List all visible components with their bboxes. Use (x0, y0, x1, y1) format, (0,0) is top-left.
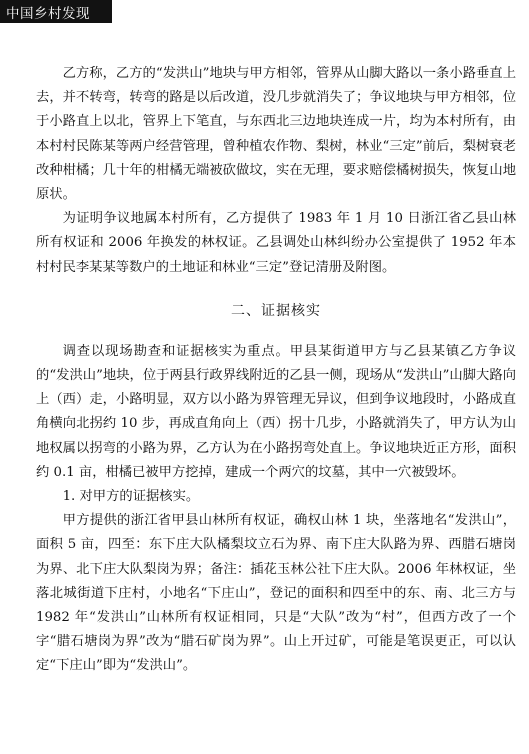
document-body (36, 62, 516, 679)
paragraph: 甲方提供的浙江省甲县山林所有权证，确权山林 1 块，坐落地名“发洪山”，面积 5 亩，四至：东下庄大队橘梨坟立石为界、南下庄大队路为界、西腊石塘岗为界、北下庄大队梨岗为界；备注：插花玉林公社下庄大队。2006 年林权证，坐落北城街道下庄村，小地名“下庄山”，登记的面积和四至中的东、南、北三方与 1982 年“发洪山”山林所有权证相同，只是“大队”改为“村”，但西方改了一个字“腊石塘岗为界”改为“腊石矿岗为界”。山上开过矿，可能是笔误更正，可以认定“下庄山”即为“发洪山”。 (36, 513, 516, 674)
paragraph: 乙方称，乙方的“发洪山”地块与甲方相邻，管界从山脚大路以一条小路垂直上去，并不转弯，转弯的路是以后改道，没几步就消失了；争议地块与甲方相邻，位于小路直上以北，管界上下笔直，与东西北三边地块连成一片，均为本村所有，由本村村民陈某等两户经营管理，曾种植农作物、梨树，林业“三定”前后，梨树衰老改种柑橘；几十年的柑橘无端被砍做坟，实在无理，要求赔偿橘树损失，恢复山地原状。 (36, 66, 516, 203)
header-bar (0, 0, 112, 23)
paragraph: 为证明争议地属本村所有，乙方提供了 1983 年 1 月 10 日浙江省乙县山林所有权证和 2006 年换发的林权证。乙县调处山林纠纷办公室提供了 1952 年本村村民李某某等数户的土地证和林业“三定”登记清册及附图。 (36, 211, 516, 275)
header-title: 中国乡村发现 (6, 5, 90, 22)
paragraph: 调查以现场勘查和证据核实为重点。甲县某街道甲方与乙县某镇乙方争议的“发洪山”地块，位于两县行政界线附近的乙县一侧，现场从“发洪山”山脚大路向上（西）走，小路明显，双方以小路为界管理无异议，但到争议地段时，小路成直角横向北拐约 10 步，再成直角向上（西）拐十几步，小路就消失了，甲方认为山地权属以拐弯的小路为界，乙方认为在小路拐弯处直上。争议地块近正方形，面积约 0.1 亩，柑橘已被甲方挖掉，建成一个两穴的坟墓，其中一穴被毁坏。 (36, 343, 516, 480)
section-heading: 二、证据核实 (231, 302, 321, 319)
paragraph: 1. 对甲方的证据核实。 (62, 489, 200, 505)
